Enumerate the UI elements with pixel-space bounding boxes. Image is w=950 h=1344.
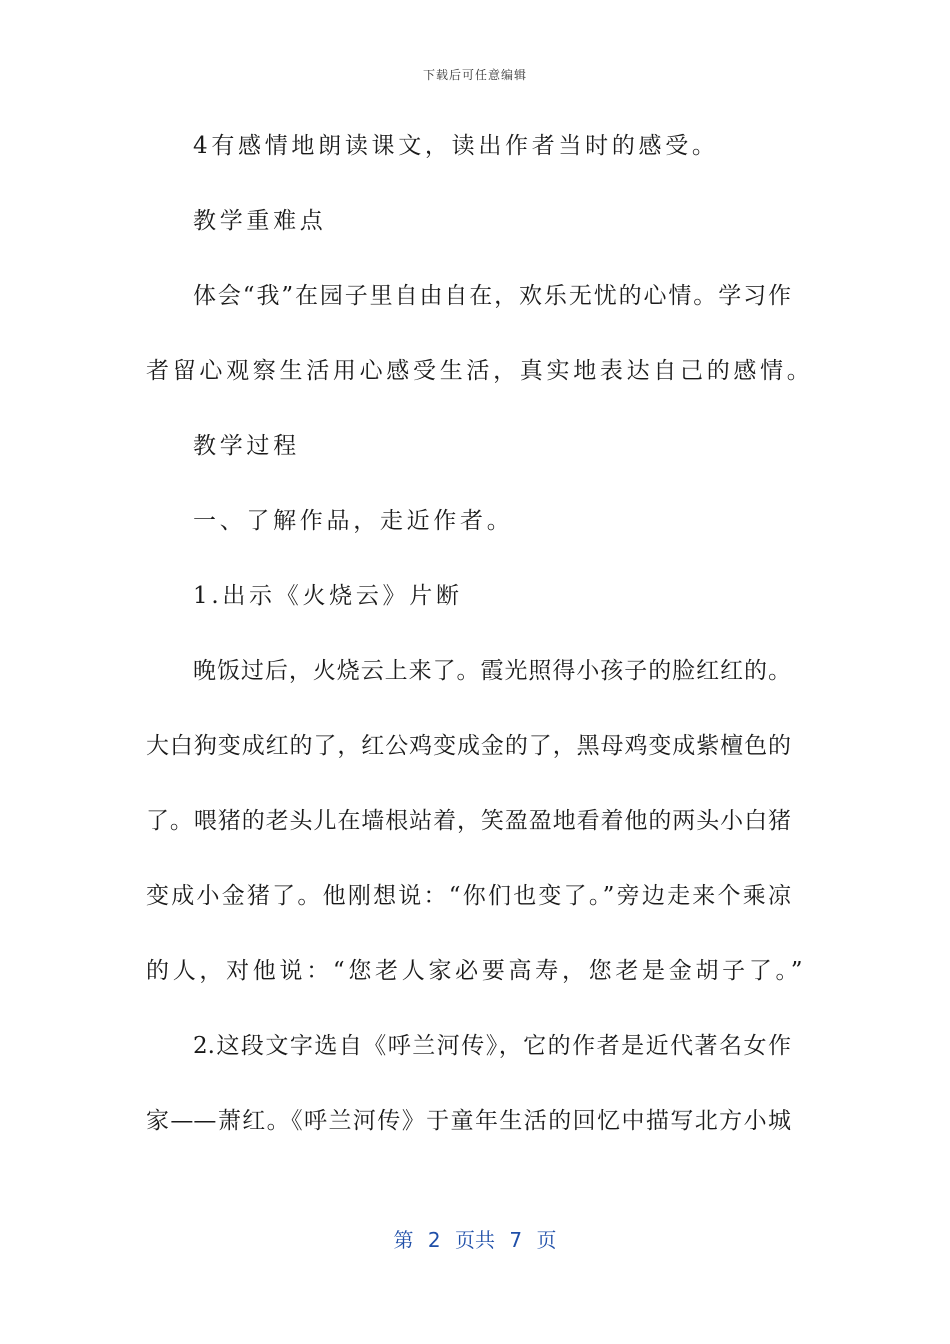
section-heading: 教学过程	[193, 433, 300, 459]
paragraph-line: 1.出示《火烧云》片断	[193, 583, 463, 609]
paragraph-line: 体会“我”在园子里自由自在，欢乐无忧的心情。学习作	[193, 283, 791, 309]
page-label-suffix: 页	[536, 1228, 557, 1252]
page-footer	[0, 1224, 950, 1253]
page-label-mid: 页共	[455, 1228, 495, 1252]
section-heading: 教学重难点	[193, 208, 327, 234]
page-total-number: 7	[509, 1228, 523, 1252]
paragraph-line: 了。喂猪的老头儿在墙根站着，笑盈盈地看着他的两头小白猪	[146, 808, 791, 834]
paragraph-line: 4有感情地朗读课文，读出作者当时的感受。	[193, 133, 719, 159]
paragraph-line: 一、了解作品，走近作者。	[193, 508, 514, 534]
page-header-note: 下载后可任意编辑	[422, 68, 527, 82]
paragraph-line: 家——萧红。《呼兰河传》于童年生活的回忆中描写北方小城	[146, 1108, 791, 1134]
document-body	[146, 122, 814, 1172]
page-current-number: 2	[427, 1228, 441, 1252]
paragraph-line: 变成小金猪了。他刚想说：“你们也变了。”旁边走来个乘凉	[146, 883, 791, 909]
paragraph-line: 的人，对他说：“您老人家必要高寿，您老是金胡子了。”	[146, 958, 807, 984]
paragraph-line: 大白狗变成红的了，红公鸡变成金的了，黑母鸡变成紫檀色的	[146, 733, 791, 759]
paragraph-line: 者留心观察生活用心感受生活，真实地表达自己的感情。	[146, 358, 814, 384]
paragraph-line: 晚饭过后，火烧云上来了。霞光照得小孩子的脸红红的。	[193, 658, 791, 684]
paragraph-line: 2.这段文字选自《呼兰河传》，它的作者是近代著名女作	[193, 1033, 791, 1059]
page-label-prefix: 第	[393, 1228, 414, 1252]
